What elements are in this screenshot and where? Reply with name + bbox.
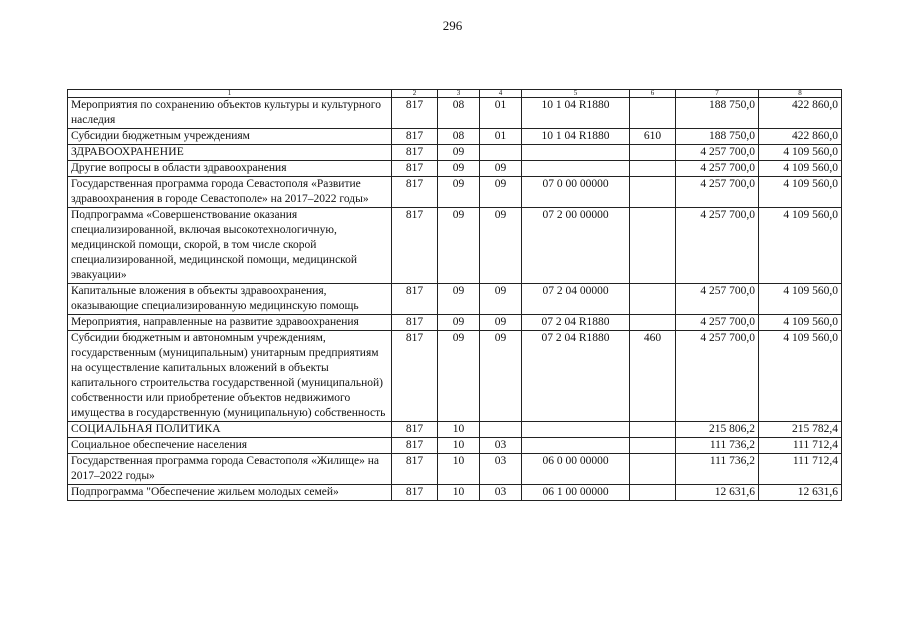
- expense-type-cell: [630, 177, 676, 208]
- admin-code-cell: 817: [392, 438, 438, 454]
- table-row: [68, 438, 842, 454]
- amount-year1-cell: 4 257 700,0: [676, 145, 759, 161]
- subsection-code-cell: [480, 145, 522, 161]
- table-row: [68, 208, 842, 284]
- row-name-cell: Подпрограмма "Обеспечение жильем молодых семей»: [68, 485, 392, 501]
- expense-type-cell: [630, 315, 676, 331]
- target-article-cell: [522, 145, 630, 161]
- amount-year2-cell: 4 109 560,0: [759, 145, 842, 161]
- expense-type-cell: [630, 208, 676, 284]
- row-name-cell: Социальное обеспечение населения: [68, 438, 392, 454]
- column-number: 6: [630, 90, 676, 98]
- section-code-cell: 09: [438, 177, 480, 208]
- row-name-cell: Капитальные вложения в объекты здравоохранения, оказывающие специализированную медицинскую помощь: [68, 284, 392, 315]
- amount-year1-cell: 12 631,6: [676, 485, 759, 501]
- section-code-cell: 08: [438, 129, 480, 145]
- target-article-cell: 07 2 04 00000: [522, 284, 630, 315]
- row-name-cell: Мероприятия, направленные на развитие здравоохранения: [68, 315, 392, 331]
- row-name-cell: Мероприятия по сохранению объектов культуры и культурного наследия: [68, 98, 392, 129]
- row-name-cell: Субсидии бюджетным учреждениям: [68, 129, 392, 145]
- target-article-cell: 10 1 04 R1880: [522, 129, 630, 145]
- row-name-cell: Другие вопросы в области здравоохранения: [68, 161, 392, 177]
- admin-code-cell: 817: [392, 422, 438, 438]
- amount-year2-cell: 12 631,6: [759, 485, 842, 501]
- table-row: [68, 177, 842, 208]
- target-article-cell: 07 2 04 R1880: [522, 315, 630, 331]
- row-name-cell: Государственная программа города Севастополя «Развитие здравоохранения в городе Севастополе» на 2017–2022 годы»: [68, 177, 392, 208]
- amount-year1-cell: 4 257 700,0: [676, 208, 759, 284]
- subsection-code-cell: 01: [480, 129, 522, 145]
- amount-year2-cell: 422 860,0: [759, 98, 842, 129]
- amount-year2-cell: 111 712,4: [759, 454, 842, 485]
- column-number: 2: [392, 90, 438, 98]
- subsection-code-cell: 09: [480, 315, 522, 331]
- target-article-cell: 07 2 04 R1880: [522, 331, 630, 422]
- target-article-cell: 10 1 04 R1880: [522, 98, 630, 129]
- amount-year1-cell: 4 257 700,0: [676, 177, 759, 208]
- section-code-cell: 10: [438, 485, 480, 501]
- amount-year2-cell: 4 109 560,0: [759, 315, 842, 331]
- table-row: [68, 129, 842, 145]
- table-row: [68, 485, 842, 501]
- target-article-cell: 06 0 00 00000: [522, 454, 630, 485]
- admin-code-cell: 817: [392, 485, 438, 501]
- section-code-cell: 09: [438, 208, 480, 284]
- section-code-cell: 09: [438, 161, 480, 177]
- row-name-cell: Субсидии бюджетным и автономным учреждениям, государственным (муниципальным) унитарным предприятиям на осуществление капитальных вложений в объекты капитального строительства государственной (муниципальной) собственности или приобретение объектов недвижимого имущества в государственную (муниципальную) собственность: [68, 331, 392, 422]
- subsection-code-cell: [480, 422, 522, 438]
- table-row: [68, 145, 842, 161]
- column-number: 1: [68, 90, 392, 98]
- amount-year2-cell: 4 109 560,0: [759, 177, 842, 208]
- column-number: 4: [480, 90, 522, 98]
- target-article-cell: 07 0 00 00000: [522, 177, 630, 208]
- section-code-cell: 10: [438, 438, 480, 454]
- target-article-cell: [522, 438, 630, 454]
- subsection-code-cell: 09: [480, 161, 522, 177]
- amount-year1-cell: 111 736,2: [676, 438, 759, 454]
- expense-type-cell: [630, 98, 676, 129]
- amount-year1-cell: 215 806,2: [676, 422, 759, 438]
- admin-code-cell: 817: [392, 208, 438, 284]
- column-number: 8: [759, 90, 842, 98]
- section-code-cell: 09: [438, 145, 480, 161]
- amount-year2-cell: 4 109 560,0: [759, 161, 842, 177]
- table-row: [68, 454, 842, 485]
- column-number: 7: [676, 90, 759, 98]
- table-row: [68, 315, 842, 331]
- column-number: 5: [522, 90, 630, 98]
- section-code-cell: 09: [438, 284, 480, 315]
- table-row: [68, 331, 842, 422]
- admin-code-cell: 817: [392, 315, 438, 331]
- table-row: [68, 161, 842, 177]
- expense-type-cell: [630, 145, 676, 161]
- subsection-code-cell: 01: [480, 98, 522, 129]
- amount-year1-cell: 4 257 700,0: [676, 315, 759, 331]
- row-name-cell: ЗДРАВООХРАНЕНИЕ: [68, 145, 392, 161]
- expense-type-cell: [630, 454, 676, 485]
- admin-code-cell: 817: [392, 161, 438, 177]
- table-row: [68, 98, 842, 129]
- section-code-cell: 09: [438, 315, 480, 331]
- subsection-code-cell: 03: [480, 438, 522, 454]
- admin-code-cell: 817: [392, 454, 438, 485]
- amount-year1-cell: 111 736,2: [676, 454, 759, 485]
- amount-year1-cell: 4 257 700,0: [676, 161, 759, 177]
- amount-year1-cell: 188 750,0: [676, 98, 759, 129]
- subsection-code-cell: 03: [480, 485, 522, 501]
- target-article-cell: 06 1 00 00000: [522, 485, 630, 501]
- amount-year2-cell: 4 109 560,0: [759, 331, 842, 422]
- row-name-cell: СОЦИАЛЬНАЯ ПОЛИТИКА: [68, 422, 392, 438]
- target-article-cell: [522, 422, 630, 438]
- column-number: 3: [438, 90, 480, 98]
- row-name-cell: Подпрограмма «Совершенствование оказания специализированной, включая высокотехнологичную, медицинской помощи, скорой, в том числе скорой специализированной, медицинской помощи, медицинской эвакуации»: [68, 208, 392, 284]
- amount-year2-cell: 4 109 560,0: [759, 208, 842, 284]
- target-article-cell: [522, 161, 630, 177]
- section-code-cell: 09: [438, 331, 480, 422]
- expense-type-cell: [630, 438, 676, 454]
- target-article-cell: 07 2 00 00000: [522, 208, 630, 284]
- subsection-code-cell: 03: [480, 454, 522, 485]
- amount-year1-cell: 4 257 700,0: [676, 284, 759, 315]
- amount-year2-cell: 111 712,4: [759, 438, 842, 454]
- subsection-code-cell: 09: [480, 208, 522, 284]
- section-code-cell: 10: [438, 422, 480, 438]
- subsection-code-cell: 09: [480, 177, 522, 208]
- table-body: [68, 90, 842, 501]
- column-number-row: [68, 90, 842, 98]
- admin-code-cell: 817: [392, 98, 438, 129]
- admin-code-cell: 817: [392, 284, 438, 315]
- page-number: 296: [442, 18, 463, 33]
- budget-table: [67, 89, 842, 501]
- amount-year2-cell: 215 782,4: [759, 422, 842, 438]
- amount-year1-cell: 4 257 700,0: [676, 331, 759, 422]
- table-row: [68, 422, 842, 438]
- expense-type-cell: [630, 284, 676, 315]
- subsection-code-cell: 09: [480, 331, 522, 422]
- table-row: [68, 284, 842, 315]
- expense-type-cell: [630, 485, 676, 501]
- expense-type-cell: [630, 422, 676, 438]
- admin-code-cell: 817: [392, 331, 438, 422]
- amount-year2-cell: 4 109 560,0: [759, 284, 842, 315]
- row-name-cell: Государственная программа города Севастополя «Жилище» на 2017–2022 годы»: [68, 454, 392, 485]
- subsection-code-cell: 09: [480, 284, 522, 315]
- admin-code-cell: 817: [392, 129, 438, 145]
- section-code-cell: 08: [438, 98, 480, 129]
- amount-year2-cell: 422 860,0: [759, 129, 842, 145]
- section-code-cell: 10: [438, 454, 480, 485]
- admin-code-cell: 817: [392, 145, 438, 161]
- expense-type-cell: 460: [630, 331, 676, 422]
- admin-code-cell: 817: [392, 177, 438, 208]
- expense-type-cell: 610: [630, 129, 676, 145]
- expense-type-cell: [630, 161, 676, 177]
- amount-year1-cell: 188 750,0: [676, 129, 759, 145]
